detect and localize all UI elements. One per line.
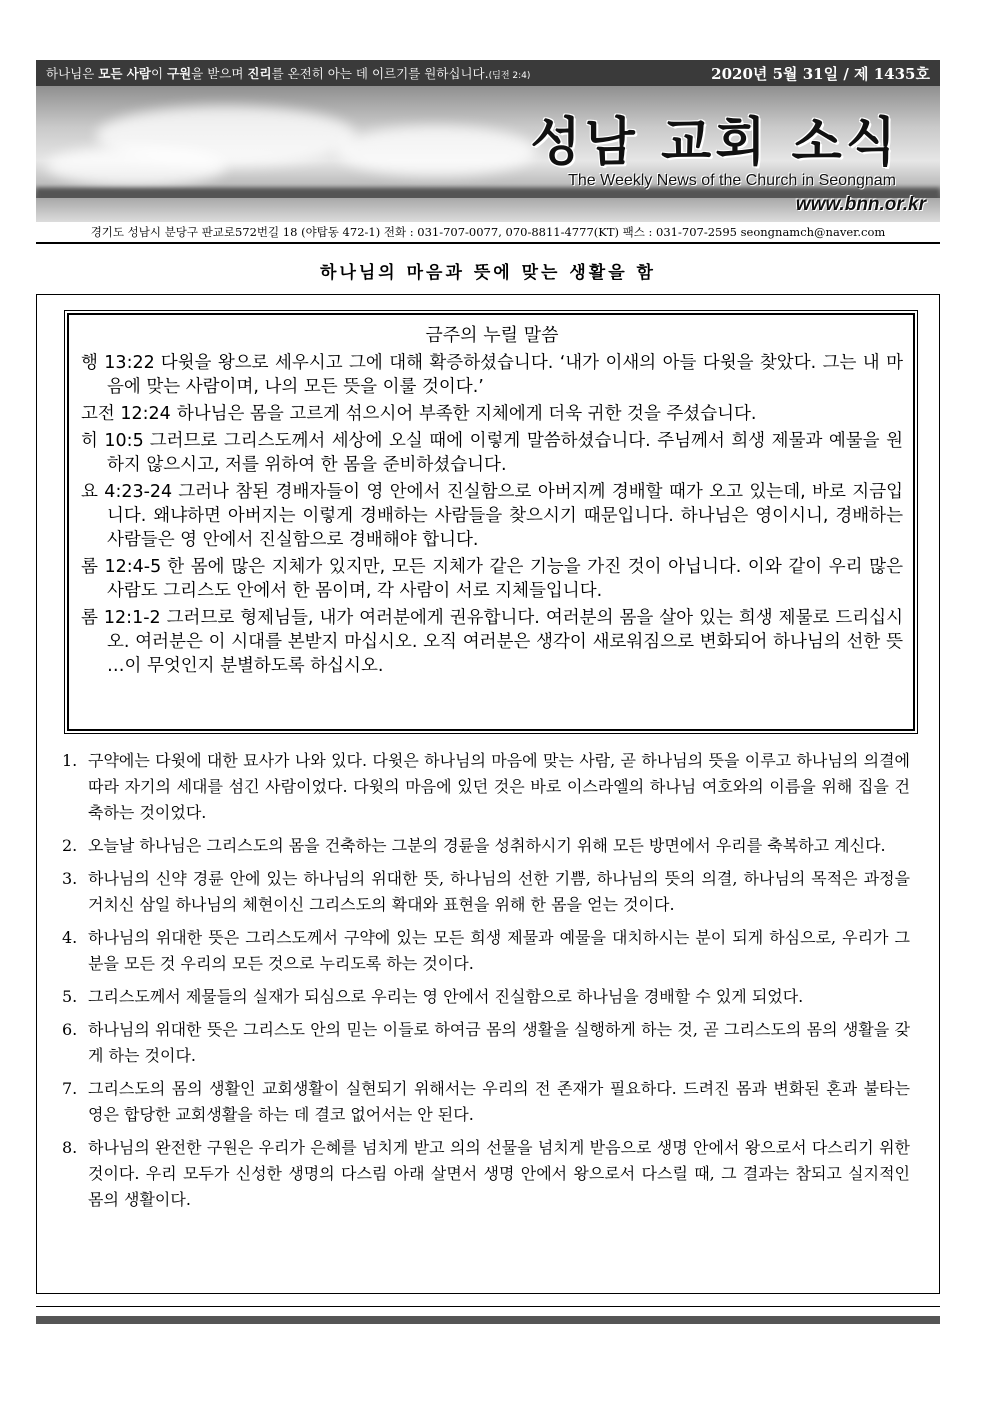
footer-divider (36, 1306, 940, 1307)
verse-part: 하나님은 (46, 66, 99, 81)
point-number: 1. (62, 751, 78, 770)
verse-item (81, 606, 903, 678)
point-text: 하나님의 위대한 뜻은 그리스도 안의 믿는 이들로 하여금 몸의 생활을 실행하게 하는 것, 곧 그리스도의 몸의 생활을 갖게 하는 것이다. (88, 1020, 910, 1065)
verse-item (81, 555, 903, 603)
point-number: 7. (62, 1079, 78, 1098)
verse-item (81, 480, 903, 552)
verse-text: 그러므로 형제님들, 내가 여러분에게 권유합니다. 여러분의 몸을 살아 있는 희생 제물로 드리십시오. 여러분은 이 시대를 본받지 마십시오. 오직 여러분은 생각이 새로워짐으로 변화되어 하나님의 선한 뜻 …이 무엇인지 분별하도록 하십시오. (107, 608, 904, 676)
point-number: 6. (62, 1020, 78, 1039)
outline-point (62, 1076, 910, 1128)
verse-part-bold: 진리 (247, 66, 272, 81)
point-number: 3. (62, 869, 78, 888)
verse-ref: 히 10:5 (81, 431, 144, 451)
verse-ref: 롬 12:4-5 (81, 557, 162, 577)
point-number: 2. (62, 836, 78, 855)
point-text: 구약에는 다윗에 대한 묘사가 나와 있다. 다윗은 하나님의 마음에 맞는 사람, 곧 하나님의 뜻을 이루고 하나님의 의결에 따라 자기의 세대를 섬긴 사람이었다. 다윗의 마음에 있던 것은 바로 이스라엘의 하나님 여호와의 이름을 위해 집을 건축하는 것이었다. (88, 751, 910, 822)
outline-point (62, 925, 910, 977)
outline-point (62, 1017, 910, 1069)
verse-text: 하나님은 몸을 고르게 섞으시어 부족한 지체에게 더욱 귀한 것을 주셨습니다. (176, 404, 757, 424)
verse-part: 을 받으며 (191, 66, 248, 81)
verse-part-bold: 모든 사람 (98, 66, 151, 81)
outline-points (62, 748, 910, 1220)
outline-point (62, 984, 910, 1010)
verse-item (81, 429, 903, 477)
verse-item (81, 351, 903, 399)
outline-point (62, 866, 910, 918)
header-verse-ref: (딤전 2:4) (488, 71, 531, 81)
point-text: 하나님의 완전한 구원은 우리가 은혜를 넘치게 받고 의의 선물을 넘치게 받음으로 생명 안에서 왕으로서 다스리기 위한 것이다. 우리 모두가 신성한 생명의 다스림 아래 살면서 생명 안에서 왕으로서 다스릴 때, 그 결과는 참되고 실지적인 몸의 생활이다. (88, 1138, 910, 1209)
footer-bar (36, 1316, 940, 1324)
header-verse (46, 64, 530, 82)
outline-point (62, 1135, 910, 1213)
outline-point (62, 833, 910, 859)
point-text: 하나님의 신약 경륜 안에 있는 하나님의 위대한 뜻, 하나님의 선한 기쁨, 하나님의 뜻의 의결, 하나님의 목적은 과정을 거치신 삼일 하나님의 체현이신 그리스도의 확대와 표현을 위해 한 몸을 얻는 것이다. (88, 869, 910, 914)
verse-text: 한 몸에 많은 지체가 있지만, 모든 지체가 같은 기능을 가진 것이 아닙니다. 이와 같이 우리 많은 사람도 그리스도 안에서 한 몸이며, 각 사람이 서로 지체들입니다. (107, 557, 903, 601)
verse-part: 이 (150, 66, 167, 81)
cloud-shape (336, 126, 536, 176)
issue-date: 2020년 5월 31일 / 제 1435호 (711, 64, 930, 83)
point-number: 4. (62, 928, 78, 947)
verse-ref: 고전 12:24 (81, 404, 171, 424)
newsletter-title: 성남 교회 소식 (530, 113, 900, 173)
verse-ref: 요 4:23-24 (81, 482, 173, 502)
verse-item (81, 402, 903, 426)
verse-box (64, 310, 918, 734)
point-text: 그리스도께서 제물들의 실재가 되심으로 우리는 영 안에서 진실함으로 하나님을 경배할 수 있게 되었다. (88, 987, 804, 1006)
verse-text: 그러므로 그리스도께서 세상에 오실 때에 이렇게 말씀하셨습니다. 주님께서 희생 제물과 예물을 원하지 않으시고, 저를 위하여 한 몸을 준비하셨습니다. (107, 431, 903, 475)
verse-text: 그러나 참된 경배자들이 영 안에서 진실함으로 아버지께 경배할 때가 오고 있는데, 바로 지금입니다. 왜냐하면 아버지는 이렇게 경배하는 사람들을 찾으시기 때문입니다. 하나님은 영이시니, 경배하는 사람들은 영 안에서 진실함으로 경배해야 합니다. (107, 482, 904, 550)
point-text: 오늘날 하나님은 그리스도의 몸을 건축하는 그분의 경륜을 성취하시기 위해 모든 방면에서 우리를 축복하고 계신다. (88, 836, 886, 855)
point-text: 그리스도의 몸의 생활인 교회생활이 실현되기 위해서는 우리의 전 존재가 필요하다. 드려진 몸과 변화된 혼과 불타는 영은 합당한 교회생활을 하는 데 결코 없어서는 안 된다. (88, 1079, 910, 1124)
page-heading: 하나님의 마음과 뜻에 맞는 생활을 함 (320, 263, 656, 283)
verse-box-inner (67, 313, 915, 731)
cloud-shape (46, 146, 226, 186)
verse-box-title: 금주의 누릴 말씀 (425, 325, 559, 346)
verse-part: 를 온전히 아는 데 이르기를 원하십니다. (271, 66, 489, 81)
verse-ref: 롬 12:1-2 (81, 608, 161, 628)
verse-ref: 행 13:22 (81, 353, 155, 373)
outline-point (62, 748, 910, 826)
point-number: 8. (62, 1138, 78, 1157)
verse-text: 다윗을 왕으로 세우시고 그에 대해 확증하셨습니다. ‘내가 이새의 아들 다윗을 찾았다. 그는 내 마음에 맞는 사람이며, 나의 모든 뜻을 이룰 것이다.’ (107, 353, 903, 397)
header-bar (36, 60, 940, 86)
church-address: 경기도 성남시 분당구 판교로572번길 18 (야탑동 472-1) 전화 : 031-707-0077, 070-8811-4777(KT) 팩스 : 031-707-2595 seongnamch@naver.com (36, 222, 940, 244)
banner-image (36, 86, 940, 222)
website-link[interactable]: www.bnn.or.kr (795, 194, 926, 215)
verse-part-bold: 구원 (167, 66, 192, 81)
point-number: 5. (62, 987, 78, 1006)
newsletter-subtitle: The Weekly News of the Church in Seongnam (568, 172, 896, 189)
point-text: 하나님의 위대한 뜻은 그리스도께서 구약에 있는 모든 희생 제물과 예물을 대치하시는 분이 되게 하심으로, 우리가 그분을 모든 것 우리의 모든 것으로 누리도록 하는 것이다. (88, 928, 910, 973)
